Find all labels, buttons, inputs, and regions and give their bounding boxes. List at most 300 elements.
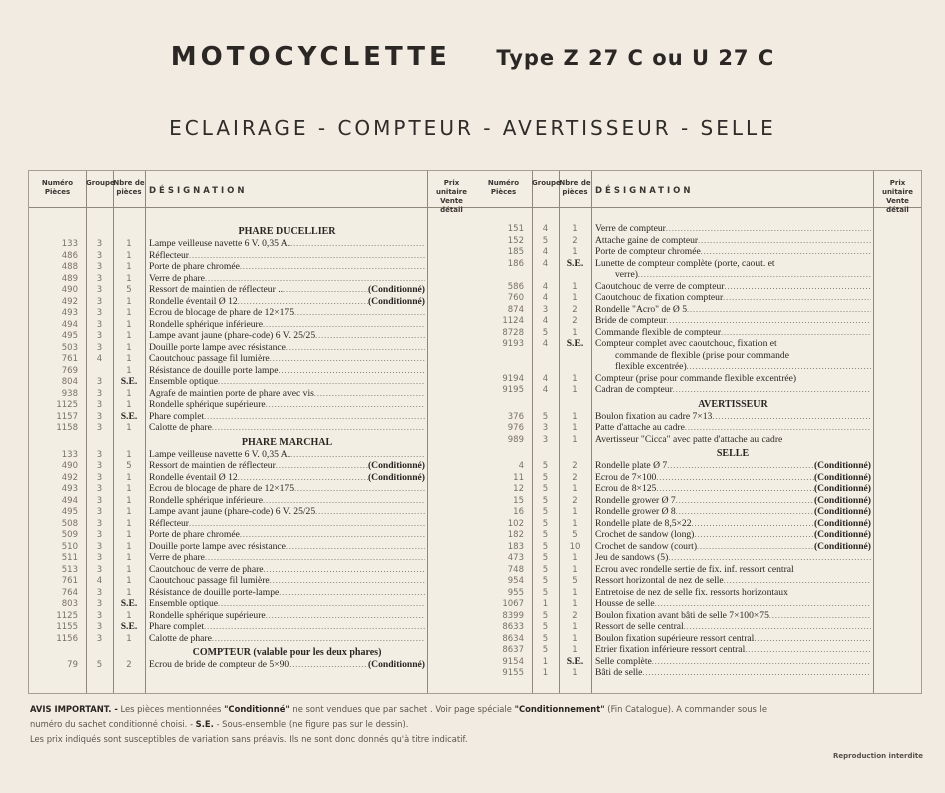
part-number: 102 xyxy=(507,518,524,529)
leader-dots xyxy=(270,353,425,365)
group-number: 4 xyxy=(542,339,549,349)
designation-text: Jeu de sandows (5) xyxy=(595,552,669,563)
designation xyxy=(595,483,871,495)
leader-dots xyxy=(283,284,368,296)
leader-dots xyxy=(238,296,368,308)
leader-dots xyxy=(238,472,368,484)
table-row xyxy=(29,353,475,365)
notes-cond-page: "Conditionnement" xyxy=(514,704,605,714)
leader-dots xyxy=(698,235,871,247)
leader-dots xyxy=(218,598,425,610)
table-row xyxy=(475,552,921,564)
group-number: 5 xyxy=(542,645,549,655)
notes-text: Les pièces mentionnées xyxy=(117,704,225,714)
table-row xyxy=(475,541,921,553)
group-number: 5 xyxy=(96,660,103,670)
designation-text: Avertisseur "Cicca" avec patte d'attache au cadre xyxy=(595,433,783,445)
quantity: 1 xyxy=(126,610,132,621)
table-row xyxy=(475,506,921,518)
leader-dots xyxy=(656,483,814,495)
group-number: 1 xyxy=(542,656,549,667)
leader-dots xyxy=(638,269,871,281)
leader-dots xyxy=(240,261,425,273)
designation-text: Porte de phare chromée xyxy=(149,529,240,540)
table-row xyxy=(29,261,475,273)
designation xyxy=(595,598,871,610)
designation xyxy=(149,518,425,530)
leader-dots xyxy=(687,361,871,373)
part-number: 4 xyxy=(518,461,524,471)
conditionne-tag: (Conditionné) xyxy=(813,471,871,483)
leader-dots xyxy=(263,495,425,507)
group-number: 4 xyxy=(542,281,549,292)
part-number: 1067 xyxy=(502,599,524,609)
quantity: 1 xyxy=(126,564,132,575)
table-row xyxy=(475,564,921,576)
designation xyxy=(595,541,871,553)
group-number: 5 xyxy=(542,327,549,338)
table-row xyxy=(475,422,921,434)
part-number: 509 xyxy=(61,530,78,540)
title-type: Type Z 27 C ou U 27 C xyxy=(496,46,775,70)
quantity: 1 xyxy=(572,633,578,644)
designation-text: Ecrou de 7×100 xyxy=(595,471,657,483)
quantity: 1 xyxy=(572,385,578,395)
part-number: 954 xyxy=(507,576,524,586)
designation-text: Réflecteur xyxy=(149,249,189,261)
designation-text: Housse de selle xyxy=(595,598,655,609)
notes-text: (Fin Catalogue). A commander sous le xyxy=(604,704,768,714)
part-number: 12 xyxy=(513,484,524,494)
leader-dots xyxy=(652,656,871,668)
table-row xyxy=(475,315,921,327)
designation xyxy=(149,319,425,331)
designation-text: Douille porte lampe avec résistance xyxy=(149,341,286,353)
table-row xyxy=(475,281,921,293)
reproduction-notice: Reproduction interdite xyxy=(833,752,923,760)
quantity: 2 xyxy=(572,235,578,246)
table-row xyxy=(29,621,475,633)
designation xyxy=(149,598,425,610)
designation-text: Calotte de phare xyxy=(149,422,212,433)
section-heading-label: PHARE MARCHAL xyxy=(241,436,333,448)
leader-dots xyxy=(721,327,871,339)
part-number: 989 xyxy=(507,434,524,445)
group-number: 3 xyxy=(542,434,549,445)
leader-dots xyxy=(218,376,425,388)
quantity: 1 xyxy=(572,224,578,234)
table-row xyxy=(29,273,475,285)
quantity: 2 xyxy=(572,316,578,326)
designation-text: Résistance de douille porte lampe xyxy=(149,364,279,376)
page-title xyxy=(0,42,945,72)
quantity: 5 xyxy=(126,461,132,471)
group-number: 3 xyxy=(96,273,103,284)
table-row xyxy=(29,587,475,599)
conditionne-tag: (Conditionné) xyxy=(813,540,871,552)
header-des: DÉSIGNATION xyxy=(149,186,248,196)
quantity: 1 xyxy=(572,434,578,445)
group-number: 3 xyxy=(96,319,103,330)
table-row xyxy=(29,238,475,250)
group-number: 3 xyxy=(96,449,103,460)
part-number: 376 xyxy=(507,411,524,422)
designation xyxy=(149,273,425,285)
part-number: 488 xyxy=(61,262,78,272)
leader-dots xyxy=(279,587,425,599)
part-number: 11 xyxy=(513,472,524,483)
designation-text: Ecrou de bride de compteur de 5×90 xyxy=(149,659,290,670)
table-row xyxy=(475,518,921,530)
group-number xyxy=(532,350,559,362)
table-row xyxy=(475,610,921,622)
designation-text: Selle complète xyxy=(595,655,652,667)
part-number: 492 xyxy=(61,472,78,483)
group-number: 3 xyxy=(96,507,103,517)
table-row xyxy=(29,564,475,576)
table-row xyxy=(29,296,475,308)
quantity: 1 xyxy=(126,273,132,284)
part-number: 586 xyxy=(507,281,524,292)
section-heading-label: COMPTEUR (valable pour les deux phares) xyxy=(192,647,382,658)
designation-text: Rondelle plate de 8,5×22 xyxy=(595,517,692,529)
designation-text: verre) xyxy=(615,269,638,280)
part-number: 1124 xyxy=(502,316,524,326)
designation-text: Réflecteur xyxy=(149,517,189,529)
designation-text: Lunette de compteur complète (porte, caout. et xyxy=(595,257,775,269)
group-number: 3 xyxy=(96,610,103,621)
designation xyxy=(595,281,871,293)
quantity: 1 xyxy=(126,365,132,376)
designation xyxy=(595,610,871,622)
table-row xyxy=(29,659,475,671)
designation xyxy=(615,361,871,373)
part-number: 152 xyxy=(507,235,524,246)
leader-dots xyxy=(189,518,425,530)
part-number: 511 xyxy=(61,553,78,563)
header-divider xyxy=(29,207,475,208)
designation-text: Caoutchouc de verre de compteur xyxy=(595,280,725,292)
group-number: 5 xyxy=(542,495,549,506)
group-number: 3 xyxy=(96,587,103,598)
quantity: 2 xyxy=(572,304,578,315)
part-number: 764 xyxy=(61,587,78,598)
table-row xyxy=(29,388,475,400)
part-number: 494 xyxy=(61,495,78,506)
table-row xyxy=(29,449,475,461)
table-row xyxy=(29,552,475,564)
table-row xyxy=(475,460,921,472)
designation xyxy=(149,422,425,434)
quantity: 1 xyxy=(572,599,578,609)
designation-text: Phare complet xyxy=(149,621,205,632)
designation-text: Porte de compteur chromée xyxy=(595,246,701,257)
group-number: 4 xyxy=(542,293,549,303)
group-number: 5 xyxy=(542,507,549,517)
designation xyxy=(149,342,425,354)
part-number: 9193 xyxy=(502,339,524,349)
designation-text: Bride de compteur xyxy=(595,315,667,326)
leader-dots xyxy=(673,384,871,396)
designation-text: Rondelle sphérique supérieure xyxy=(149,399,266,410)
designation xyxy=(149,621,425,633)
conditionne-tag: (Conditionné) xyxy=(813,506,871,517)
part-number: 490 xyxy=(61,285,78,295)
leader-dots xyxy=(692,518,814,530)
designation xyxy=(149,483,425,495)
designation-text: Porte de phare chromée xyxy=(149,261,240,272)
designation-text: Entretoise de nez de selle fix. ressorts horizontaux xyxy=(595,586,788,598)
group-number: 4 xyxy=(542,373,549,384)
group-number: 3 xyxy=(96,518,103,529)
group-number: 5 xyxy=(542,461,549,471)
section-heading-label: SELLE xyxy=(716,448,750,459)
header-num: Numéro Pièces xyxy=(487,179,520,196)
quantity: S.E. xyxy=(566,655,584,667)
conditionne-tag: (Conditionné) xyxy=(367,460,425,471)
designation-text: Ensemble optique xyxy=(149,598,219,609)
group-number: 3 xyxy=(96,400,103,410)
part-number: 16 xyxy=(513,507,524,517)
leader-dots xyxy=(276,460,368,472)
designation xyxy=(149,250,425,262)
group-number: 1 xyxy=(542,668,549,678)
quantity: 1 xyxy=(572,564,578,575)
table-row xyxy=(29,518,475,530)
quantity: 5 xyxy=(126,285,132,295)
table-row xyxy=(475,472,921,484)
designation xyxy=(149,529,425,541)
part-number: 1125 xyxy=(56,400,78,410)
quantity: 1 xyxy=(572,484,578,494)
notes-line-3: Les prix indiqués sont susceptibles de variation sans préavis. Ils ne sont donc donnés qu'à titre indicatif. xyxy=(30,734,468,744)
part-number: 1125 xyxy=(56,610,78,621)
conditionne-tag: (Conditionné) xyxy=(367,295,425,307)
part-number: 182 xyxy=(507,530,524,540)
title-main: MOTOCYCLETTE xyxy=(170,42,451,72)
section-heading xyxy=(149,646,425,659)
quantity: 1 xyxy=(126,472,132,483)
leader-dots xyxy=(290,238,425,250)
group-number: 3 xyxy=(542,304,549,315)
group-number: 5 xyxy=(542,622,549,632)
group-number: 5 xyxy=(542,472,549,483)
table-row xyxy=(475,495,921,507)
group-number: 3 xyxy=(96,308,103,318)
table-row xyxy=(29,342,475,354)
conditionne-tag: (Conditionné) xyxy=(813,483,871,494)
table-row xyxy=(29,483,475,495)
designation xyxy=(149,330,425,342)
part-number: 489 xyxy=(61,273,78,284)
group-number: 3 xyxy=(96,622,103,632)
table-row xyxy=(29,472,475,484)
notes-se-word: S.E. xyxy=(195,719,214,729)
designation-text: Ecrou de blocage de phare de 12×175 xyxy=(149,307,294,318)
group-number: 5 xyxy=(542,411,549,422)
designation xyxy=(595,633,871,645)
part-number: 473 xyxy=(507,553,524,563)
part-number: 9154 xyxy=(502,656,524,667)
table-row xyxy=(475,411,921,423)
quantity: 1 xyxy=(572,622,578,632)
header-qty: Nbre de pièces xyxy=(559,179,591,196)
designation xyxy=(149,365,425,377)
leader-dots xyxy=(264,564,425,576)
leader-dots xyxy=(694,529,814,541)
designation-text: Patte d'attache au cadre xyxy=(595,422,685,433)
designation-text: Verre de compteur xyxy=(595,223,666,234)
designation xyxy=(149,399,425,411)
part-number: 486 xyxy=(61,250,78,261)
conditionne-tag: (Conditionné) xyxy=(813,517,871,529)
section-heading xyxy=(149,225,425,238)
leader-dots xyxy=(656,472,814,484)
table-row xyxy=(475,656,921,668)
quantity: 1 xyxy=(572,423,578,433)
leader-dots xyxy=(294,307,425,319)
header-num: Numéro Pièces xyxy=(41,179,74,196)
designation-text: Boulon fixation supérieure ressort central xyxy=(595,632,755,644)
part-number: 8633 xyxy=(502,622,524,632)
leader-dots xyxy=(266,399,425,411)
quantity: 1 xyxy=(126,296,132,307)
quantity: 1 xyxy=(572,411,578,422)
notes-text: numéro du sachet conditionné choisi. - xyxy=(30,719,196,729)
designation-text: Rondelle éventail Ø 12 xyxy=(149,471,238,483)
group-number xyxy=(532,269,559,281)
part-number: 1157 xyxy=(56,411,78,422)
leader-dots xyxy=(724,575,871,587)
part-number: 955 xyxy=(507,587,524,598)
designation-text: Verre de phare xyxy=(149,552,205,563)
header-divider xyxy=(475,207,921,208)
designation-text: Caoutchouc passage fil lumière xyxy=(149,575,270,586)
table-row xyxy=(475,575,921,587)
leader-dots xyxy=(745,644,871,656)
quantity: S.E. xyxy=(120,376,138,387)
notes-text: - Sous-ensemble (ne figure pas sur le dessin). xyxy=(213,719,409,729)
designation-text: Caoutchouc passage fil lumière xyxy=(149,353,270,364)
table-row xyxy=(475,434,921,446)
designation-text: Etrier fixation inférieure ressort central xyxy=(595,644,746,655)
part-number: 151 xyxy=(507,224,524,234)
quantity: 1 xyxy=(126,576,132,586)
designation xyxy=(149,296,425,308)
section-heading xyxy=(149,436,425,449)
quantity: S.E. xyxy=(120,410,138,422)
part-number: 8637 xyxy=(502,645,524,655)
designation xyxy=(595,656,871,668)
quantity xyxy=(559,350,591,362)
quantity: 1 xyxy=(126,587,132,598)
group-number: 3 xyxy=(96,530,103,540)
quantity: 1 xyxy=(126,319,132,330)
table-row xyxy=(475,327,921,339)
part-number: 185 xyxy=(507,247,524,257)
table-row xyxy=(475,235,921,247)
quantity: 2 xyxy=(572,495,578,506)
header-des: DÉSIGNATION xyxy=(595,186,694,196)
designation xyxy=(595,411,871,423)
designation-text: Cadran de compteur xyxy=(595,384,673,395)
quantity: S.E. xyxy=(120,621,138,632)
conditionne-tag: (Conditionné) xyxy=(367,284,425,295)
part-number: 748 xyxy=(507,564,524,575)
table-row xyxy=(29,633,475,645)
part-number: 1156 xyxy=(56,633,78,644)
quantity: 1 xyxy=(126,262,132,272)
section-heading-label: PHARE DUCELLIER xyxy=(238,226,336,237)
part-number: 804 xyxy=(61,377,78,387)
designation-text: Lampe avant jaune (phare-code) 6 V. 25/25 xyxy=(149,330,316,341)
leader-dots xyxy=(294,483,425,495)
designation xyxy=(149,564,425,576)
quantity: 1 xyxy=(572,373,578,384)
designation-text: Crochet de sandow (court) xyxy=(595,540,698,552)
table-row xyxy=(475,373,921,385)
designation-text: flexible excentrée) xyxy=(615,361,687,372)
part-number xyxy=(475,350,524,362)
group-number: 4 xyxy=(542,224,549,234)
table-row xyxy=(475,483,921,495)
notes xyxy=(30,702,925,747)
designation-text: Ensemble optique xyxy=(149,376,219,387)
group-number: 1 xyxy=(542,599,549,609)
part-number: 493 xyxy=(61,484,78,494)
group-number: 3 xyxy=(96,411,103,422)
group-number: 3 xyxy=(96,495,103,506)
designation xyxy=(149,238,425,250)
header-grp: Groupe xyxy=(532,179,561,187)
part-number: 495 xyxy=(61,331,78,341)
designation xyxy=(149,472,425,484)
group-number: 3 xyxy=(96,388,103,399)
part-number xyxy=(475,361,524,373)
quantity: 1 xyxy=(572,281,578,292)
leader-dots xyxy=(666,223,871,235)
designation-text: Ecrou de blocage de phare de 12×175 xyxy=(149,483,294,494)
table-row xyxy=(475,350,921,362)
table-row xyxy=(29,598,475,610)
group-number: 5 xyxy=(542,235,549,246)
designation xyxy=(595,422,871,434)
designation-text: Commande flexible de compteur xyxy=(595,326,722,338)
designation-text: Calotte de phare xyxy=(149,632,212,644)
table-row xyxy=(475,598,921,610)
notes-text: ne sont vendues que par sachet . Voir page spéciale xyxy=(289,704,515,714)
designation xyxy=(595,575,871,587)
designation-text: Rondelle grower Ø 7 xyxy=(595,494,676,506)
designation xyxy=(149,506,425,518)
table-row xyxy=(475,361,921,373)
leader-dots xyxy=(204,411,425,423)
leader-dots xyxy=(642,667,871,679)
leader-dots xyxy=(212,422,425,434)
group-number: 5 xyxy=(542,553,549,563)
designation xyxy=(595,518,871,530)
group-number: 4 xyxy=(96,576,103,586)
notes-line-2 xyxy=(30,717,925,732)
leader-dots xyxy=(266,610,425,622)
part-number: 79 xyxy=(67,660,78,670)
group-number: 3 xyxy=(96,484,103,494)
group-number xyxy=(86,365,113,377)
group-number: 3 xyxy=(96,342,103,353)
group-number: 5 xyxy=(542,564,549,575)
quantity: 1 xyxy=(126,342,132,353)
leader-dots xyxy=(240,529,425,541)
